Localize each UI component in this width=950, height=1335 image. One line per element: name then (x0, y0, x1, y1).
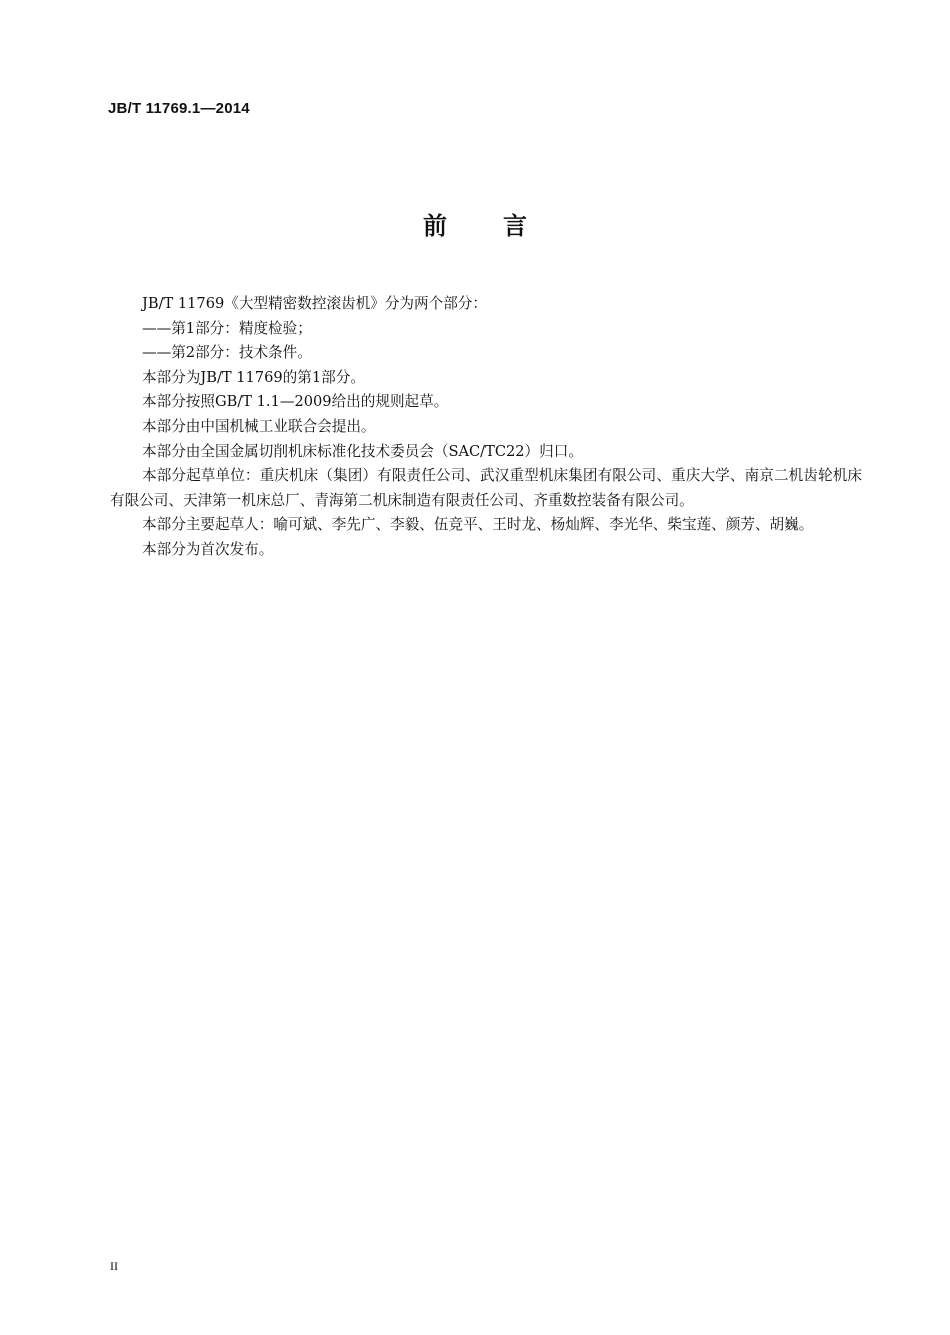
standard-code: JB/T 11769.1—2014 (108, 100, 250, 117)
paragraph-proposed-by: 本部分由中国机械工业联合会提出。 (142, 417, 376, 435)
paragraph-drafting-rules: 本部分按照GB/T 1.1—2009给出的规则起草。 (142, 393, 449, 411)
paragraph-drafting-units: 本部分起草单位：重庆机床（集团）有限责任公司、武汉重型机床集团有限公司、重庆大学、南京二机齿轮机床有限公司、天津第一机床总厂、青海第二机床制造有限责任公司、齐重数控装备有限公司。 (110, 467, 862, 509)
paragraph-part-1: ——第1部分：精度检验； (142, 319, 312, 337)
paragraph-centralized-by: 本部分由全国金属切削机床标准化技术委员会（SAC/TC22）归口。 (142, 442, 583, 460)
paragraph-part-2: ——第2部分：技术条件。 (142, 344, 312, 362)
paragraph-drafters: 本部分主要起草人：喻可斌、李先广、李毅、伍竞平、王时龙、杨灿辉、李光华、柴宝莲、颜芳、胡巍。 (142, 516, 814, 534)
paragraph-parts-overview: JB/T 11769《大型精密数控滚齿机》分为两个部分： (142, 295, 487, 312)
paragraph-first-release: 本部分为首次发布。 (142, 540, 274, 558)
foreword-body (110, 292, 862, 563)
page-number: II (110, 1259, 118, 1273)
page-title: 前言 (423, 212, 583, 240)
paragraph-this-part: 本部分为JB/T 11769的第1部分。 (142, 368, 365, 386)
